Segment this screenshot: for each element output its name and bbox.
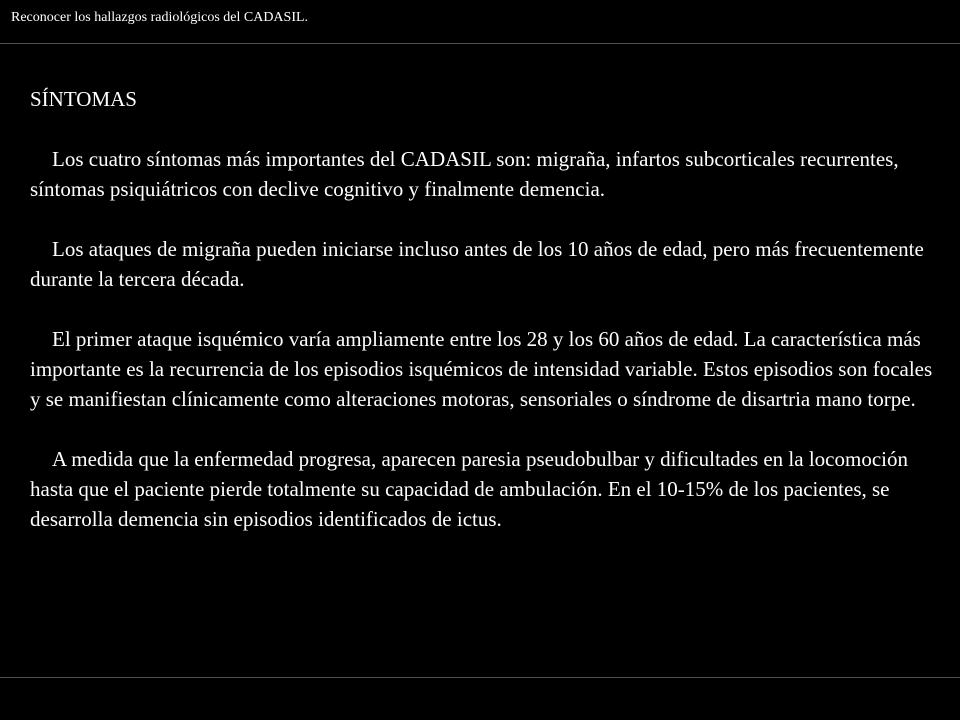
footer-divider [0, 677, 960, 678]
paragraph-ischemic-attacks: El primer ataque isquémico varía ampliamente entre los 28 y los 60 años de edad. La característica más importante es la recurrencia de los episodios isquémicos de intensidad variable. Estos episodios son focales y se manifiestan clínicamente como alteraciones motoras, sensoriales o síndrome de disartria mano torpe. [30, 327, 933, 411]
paragraph-symptoms-overview: Los cuatro síntomas más importantes del CADASIL son: migraña, infartos subcorticales recurrentes, síntomas psiquiátricos con declive cognitivo y finalmente demencia. [30, 147, 899, 201]
slide-body [30, 84, 934, 534]
paragraph-migraine: Los ataques de migraña pueden iniciarse incluso antes de los 10 años de edad, pero más frecuentemente durante la tercera década. [30, 237, 924, 291]
section-heading: SÍNTOMAS [30, 87, 137, 111]
paragraph-disease-progression: A medida que la enfermedad progresa, aparecen paresia pseudobulbar y dificultades en la locomoción hasta que el paciente pierde totalmente su capacidad de ambulación. En el 10-15% de los pacientes, se desarrolla demencia sin episodios identificados de ictus. [30, 447, 908, 531]
header-divider [0, 43, 960, 44]
slide-header-title: Reconocer los hallazgos radiológicos del CADASIL. [11, 10, 309, 25]
